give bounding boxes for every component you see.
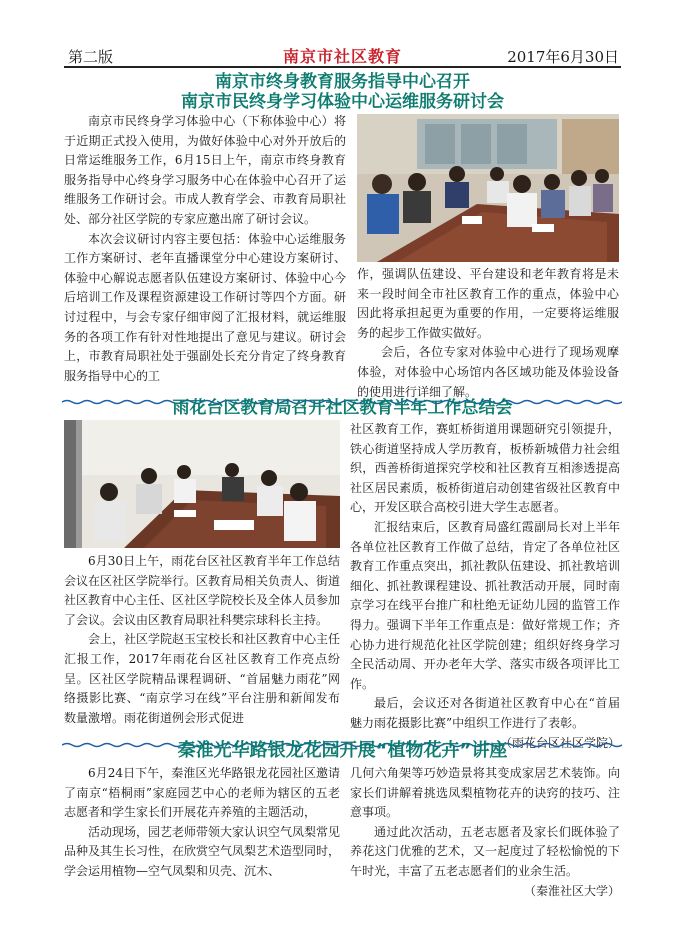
article1-paragraph: 作，强调队伍建设、平台建设和老年教育将是未来一段时间全市社区教育工作的重点，体验中心因此将承担起更为重要的作用，一定要将运维服务的起步工作做实做好。 [357, 267, 619, 340]
issue-date: 2017年6月30日 [507, 48, 619, 66]
article2-paragraph: 汇报结束后，区教育局盛红霞副局长对上半年各单位社区教育工作做了总结，肯定了各单位社区教育工作重点突出，抓社教队伍建设、抓社教培训细化、抓社教课程建设、抓社教活动开展，同时南京学习在线平台推广和杜绝无证幼儿园的监管工作得力。强调下半年工作重点是：做好常规工作；齐心协力进行规范化社区学院创建；组织好终身学习全民活动周、开办老年大学、落实市级各项评比工作。 [350, 519, 620, 691]
article3-paragraph: 活动现场，园艺老师带领大家认识空气凤梨常见品种及其生长习性，在欣赏空气凤梨艺术造型同时，学会运用植物—空气凤梨和贝壳、沉木、 [64, 824, 341, 878]
article3-paragraph: 几何六角架等巧妙造景将其变成家居艺术装饰。向家长们讲解着挑选凤梨植物花卉的诀窍的技巧、注意事项。 [350, 766, 620, 820]
wave-divider [62, 733, 622, 739]
article3-paragraph: 6月24日下午，秦淮区光华路银龙花园社区邀请了南京“梧桐雨”家庭园艺中心的老师为辖区的五老志愿者和学生家长们开展花卉养殖的主题活动， [64, 766, 340, 820]
article2-left-column [64, 552, 340, 728]
masthead: 南京市社区教育 [282, 47, 402, 66]
article2-title: 雨花台区教育局召开社区教育半年工作总结会 [172, 398, 513, 418]
header-rule [64, 66, 621, 68]
article3-title: 秦淮光华路银龙花园开展“植物花卉”讲座 [177, 740, 508, 761]
article1-left-column [64, 112, 346, 386]
article1-paragraph: 本次会议研讨内容主要包括：体验中心运维服务工作方案研讨、老年直播课堂分中心建设方案研讨、体验中心解说志愿者队伍建设方案研讨、体验中心今后培训工作及课程资源建设工作研讨等四个方面。研讨过程中，与会专家仔细审阅了汇报材料，就运维服务的各项工作有针对性地提出了意见与建议。研讨会上，市教育局职社处于强副处长充分肯定了终身教育服务指导中心的工 [64, 231, 346, 383]
article2-paragraph: 会上，社区学院赵玉宝校长和社区教育中心主任汇报工作，2017年雨花台区社区教育工作亮点纷呈。区社区学院精品课程调研、“首届魅力雨花”网络摄影比赛、“南京学习在线”平台注册和新闻发布数量激增。雨花街道例会形式促进 [64, 632, 341, 725]
edition-label: 第二版 [68, 48, 114, 66]
meeting-photo-2 [64, 420, 340, 548]
article2-paragraph: 社区教育工作，赛虹桥街道用课题研究引领提升，铁心街道坚持成人学历教育，板桥新城借力社会组织，西善桥街道探究学校和社区教育互相渗透提高社区居民素质，板桥街道启动创建省级社区教育中心，开发区联合高校引进大学生志愿者。 [350, 422, 620, 515]
article2-paragraph: 6月30日上午，雨花台区社区教育半年工作总结会议在区社区学院举行。区教育局相关负责人、街道社区教育中心主任、区社区学院校长及全体人员参加了会议。会议由区教育局职社科樊宗球科长主持。 [64, 554, 341, 627]
meeting-photo-1 [357, 114, 619, 262]
wave-divider [62, 390, 622, 396]
article3-right-column [350, 764, 620, 899]
article1-title-line2: 南京市民终身学习体验中心运维服务研讨会 [181, 92, 504, 112]
article3-paragraph: 通过此次活动，五老志愿者及家长们既体验了养花这门优雅的艺术，又一起度过了轻松愉悦的下午时光，丰富了五老志愿者们的业余生活。 [350, 824, 620, 878]
article1-right-column [357, 265, 619, 402]
article2-source: （雨花台区社区学院） [499, 735, 620, 750]
article3-left-column [64, 764, 340, 882]
article3-source: （秦淮社区大学） [523, 883, 620, 898]
article2-right-column [350, 420, 620, 751]
article1-paragraph: 会后，各位专家对体验中心进行了现场观摩体验，对体验中心场馆内各区域功能及体验设备的使用进行详细了解。 [357, 345, 619, 399]
article2-paragraph: 最后，会议还对各街道社区教育中心在“首届魅力雨花摄影比赛”中组织工作进行了表彰。 [350, 696, 620, 730]
article1-title-line1: 南京市终身教育服务指导中心召开 [215, 72, 470, 92]
article1-paragraph: 南京市民终身学习体验中心（下称体验中心）将于近期正式投入使用，为做好体验中心对外开放后的日常运维服务工作，6月15日上午，南京市终身教育服务指导中心终身学习服务中心在体验中心召开了运维服务工作研讨会。市成人教育学会、市教育局职社处、部分社区学院的专家应邀出席了研讨会议。 [64, 114, 346, 226]
